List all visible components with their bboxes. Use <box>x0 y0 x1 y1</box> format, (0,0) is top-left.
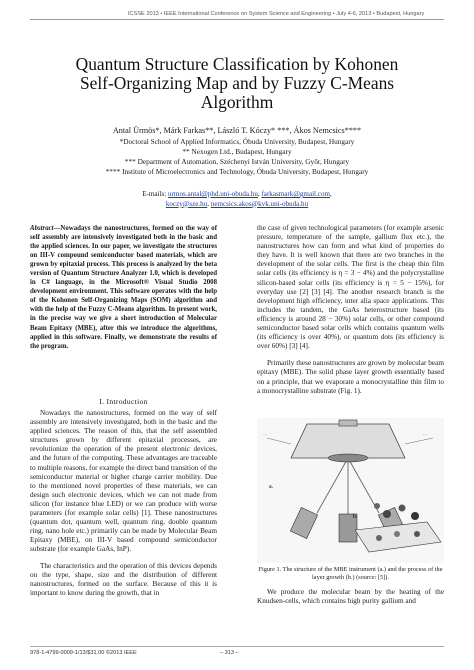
footer-isbn: 978-1-4799-0009-1/13/$31.00 ©2013 IEEE <box>30 650 137 656</box>
email-link[interactable]: urmos.antal@phd.uni-obuda.hu <box>168 190 258 198</box>
right-column-top <box>257 224 444 396</box>
panel-a-label: a. <box>269 484 274 490</box>
section-heading: I. Introduction <box>99 397 148 406</box>
author-list: Antal Ürmös*, Márk Farkas**, László T. Kóczy* ***, Ákos Nemcsics**** <box>112 126 362 135</box>
footer-rule <box>30 646 444 647</box>
body-paragraph: the case of given technological parameters (for example arsenic pressure, temperature of the sample, gallium flux etc.), the nanostructures how can form and what kind of properties do they have. It is well known that there are two branches in the development of the solar cells. The first is the cheap thin film solar cells (its efficiency is η = 3 − 4%) and the polycrystalline silicon-based solar cells (its efficiency is η = 5 − 15%), for everyday use [2] [3] [4]. The another research branch is the development high efficiency, inter alia space applications. This includes the tandem, the GaAs heterostructure based (its efficiency is around 28 − 30%) solar cells, or other compound semiconductor based solar cells which contains quantum wells (its efficiency is over 40%), or quantum dots (its efficiency is over 60%) [3] [4]. <box>257 224 444 351</box>
page-number: – 313 – <box>220 650 239 656</box>
body-paragraph: We produce the molecular beam by the heating of the Knudsen-cells, which contains high purity gallium and <box>257 588 444 606</box>
affiliation: *Doctoral School of Applied Informatics, Óbuda University, Budapest, Hungary <box>119 137 355 146</box>
figure-caption: Figure 1. The structure of the MBE instrument (a.) and the process of the layer growth (b.) (source: [5]). <box>258 566 443 581</box>
abstract <box>30 224 217 351</box>
mbe-figure <box>257 418 444 563</box>
mbe-illustration <box>257 418 444 563</box>
body-paragraph: The characteristics and the operation of this devices depends on the type, shape, size and the distribution of different nanostructures, formed on the surface. Because of this it is important to know during the growth, that in <box>30 561 217 597</box>
email-link[interactable]: koczy@sze.hu <box>165 199 208 208</box>
header-rule <box>30 19 444 20</box>
panel-b-label: b. <box>353 514 358 520</box>
email-link[interactable]: farkasmark@gmail.com <box>261 190 331 198</box>
body-paragraph: Primarily these nanostructures are grown by molecular beam epitaxy (MBE). The solid phase layer growth essentially based on a principle, that we evaporate a monocrystalline thin film to a monocrystalline substrate (Fig. 1). <box>257 359 444 395</box>
body-paragraph: Nowadays the nanostructures, formed on the way of self assembly are intensively investigated, both in the basic and the applied sciences. The reason of this, that the self assembled structures grown by different epitaxial processes, are revolutionize the operation of the present electronic devices, and the future of the computing. These advantages are traceable to multiple reasons, for example the direct band transition of the semiconductor material or higher charge carrier mobility. Due to the mentioned novel properties of these materials, we can design such electronic devices, which we can not made from silicon (for instance blue LED) or we can produce with worse parameters (for example solar cells) [1]. These nanostructures (quantum dot, quantum well, quantum ring, double quantum ring, nano hole etc.) primarily can be made by Molecular Beam Epitaxy (MBE), on III-V based compound semiconductor substrate (for example GaAs, InP). <box>30 409 217 554</box>
affiliation: **** Institute of Microelectronics and Technology, Óbuda University, Budapest, Hungary <box>105 167 369 176</box>
abstract-body: —Nowadays the nanostructures, formed on the way of self assembly are intensively investigated both in the basic and the applied sciences. In our paper, we investigate the structures on III-V compound semiconductor based materials, which are grown by epitaxial process. This process is analyzed by the beta version of Quantum Structure Analyzer 1.0, which is developed in C# language, in the Microsoft® Visual Studio 2008 development environment. This software operates with the help of the Kohonen Self-Organizing Maps (SOM) algorithm and with the help of the Fuzzy C-Means algorithm. In present work, in the precise way we give a short introduction of Molecular Beam Epitaxy (MBE), after this we introduce the algorithms, applied in this software. Finally, we demonstrate the results of the program. <box>30 225 217 350</box>
title-line: Algorithm <box>200 92 274 112</box>
conference-header-text: ICSSE 2013 • IEEE International Conference on System Science and Engineering • July 4-6, 2013 • Budapest, Hungary <box>128 11 425 17</box>
affiliation: ** Nexogen Ltd., Budapest, Hungary <box>182 147 292 156</box>
title-line: Self-Organizing Map and by Fuzzy C-Means <box>79 73 395 93</box>
abstract-lead: Abstract <box>30 225 54 232</box>
paper-title <box>40 55 434 112</box>
email-link[interactable]: nemcsics.akos@kvk.uni-obuda.hu <box>210 199 309 208</box>
right-column-bottom <box>257 588 444 606</box>
title-line: Quantum Structure Classification by Kohonen <box>75 54 399 74</box>
svg-text:···: ··· <box>263 432 267 437</box>
affiliation: *** Department of Automation, Széchenyi István University, Győr, Hungary <box>124 157 350 166</box>
svg-text:···: ··· <box>423 432 427 437</box>
email-block: E-mails: urmos.antal@phd.uni-obuda.hu, farkasmark@gmail.com, koczy@sze.hu, nemcsics.akos@kvk.uni-obuda.hu <box>142 190 332 208</box>
left-column-body <box>30 409 217 598</box>
emails-label: E-mails: <box>142 190 167 198</box>
